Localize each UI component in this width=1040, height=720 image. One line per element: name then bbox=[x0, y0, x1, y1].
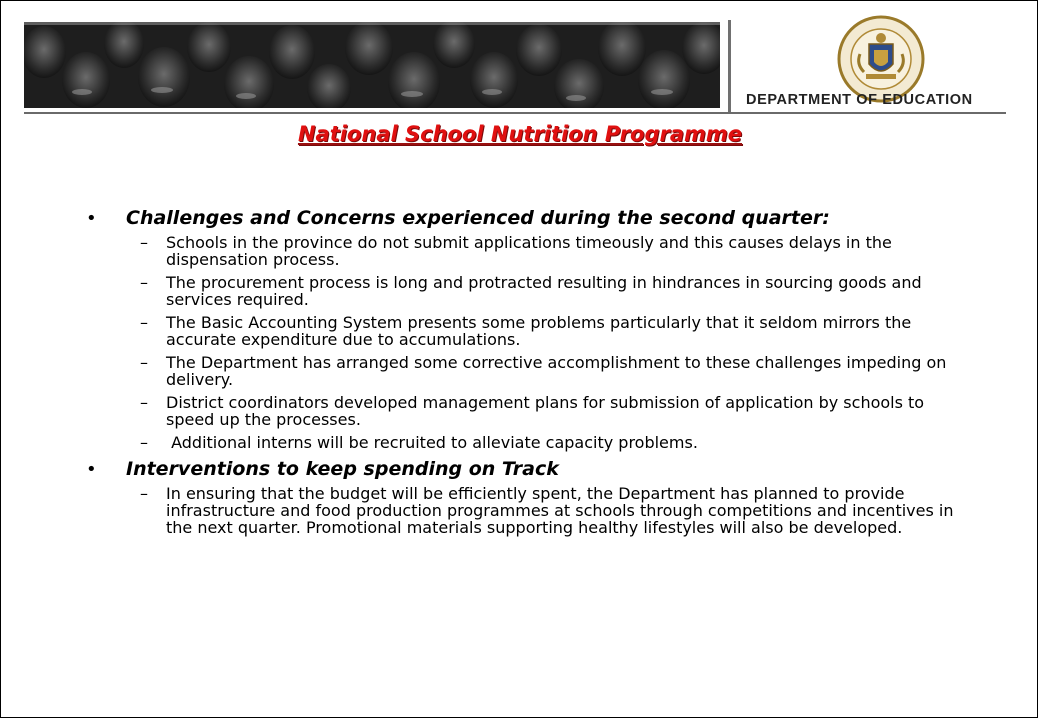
header-divider bbox=[728, 20, 731, 112]
slide-title: National School Nutrition Programme bbox=[297, 122, 743, 146]
list-item: – The procurement process is long and protracted resulting in hindrances in sourcing goods and services required. bbox=[140, 273, 922, 309]
section-heading: Challenges and Concerns experienced during the second quarter: bbox=[126, 207, 830, 229]
dash-icon: – bbox=[140, 393, 148, 412]
bullet-icon: • bbox=[86, 459, 97, 480]
section-interventions bbox=[86, 457, 966, 536]
list-item: – In ensuring that the budget will be efficiently spent, the Department has planned to provide infrastructure and food production programmes at schools through competitions and incentives in the next quarter. Promotional materials supporting healthy lifestyles will also be developed. bbox=[140, 484, 954, 537]
slide-content bbox=[86, 206, 966, 542]
dash-icon: – bbox=[140, 273, 148, 292]
list-item: – District coordinators developed management plans for submission of application by schools to speed up the processes. bbox=[140, 393, 925, 429]
dash-icon: – bbox=[140, 353, 148, 372]
list-item: – The Department has arranged some corrective accomplishment to these challenges impeding on delivery. bbox=[140, 353, 947, 389]
children-photo-banner bbox=[24, 22, 720, 108]
list-item: – The Basic Accounting System presents some problems particularly that it seldom mirrors the accurate expenditure due to accumulations. bbox=[140, 313, 912, 349]
section-heading: Interventions to keep spending on Track bbox=[126, 458, 559, 480]
bullet-icon: • bbox=[86, 208, 97, 229]
department-name: DEPARTMENT OF EDUCATION bbox=[746, 92, 973, 108]
dash-icon: – bbox=[140, 484, 148, 503]
dash-icon: – bbox=[140, 233, 148, 252]
header-rule bbox=[24, 112, 1006, 114]
list-item: – Schools in the province do not submit applications timeously and this causes delays in the dispensation process. bbox=[140, 233, 892, 269]
dash-icon: – bbox=[140, 313, 148, 332]
gauteng-coat-of-arms-icon bbox=[836, 14, 926, 104]
section-challenges bbox=[86, 206, 966, 451]
dash-icon: – bbox=[140, 433, 148, 452]
list-item: – Additional interns will be recruited to alleviate capacity problems. bbox=[140, 433, 698, 452]
